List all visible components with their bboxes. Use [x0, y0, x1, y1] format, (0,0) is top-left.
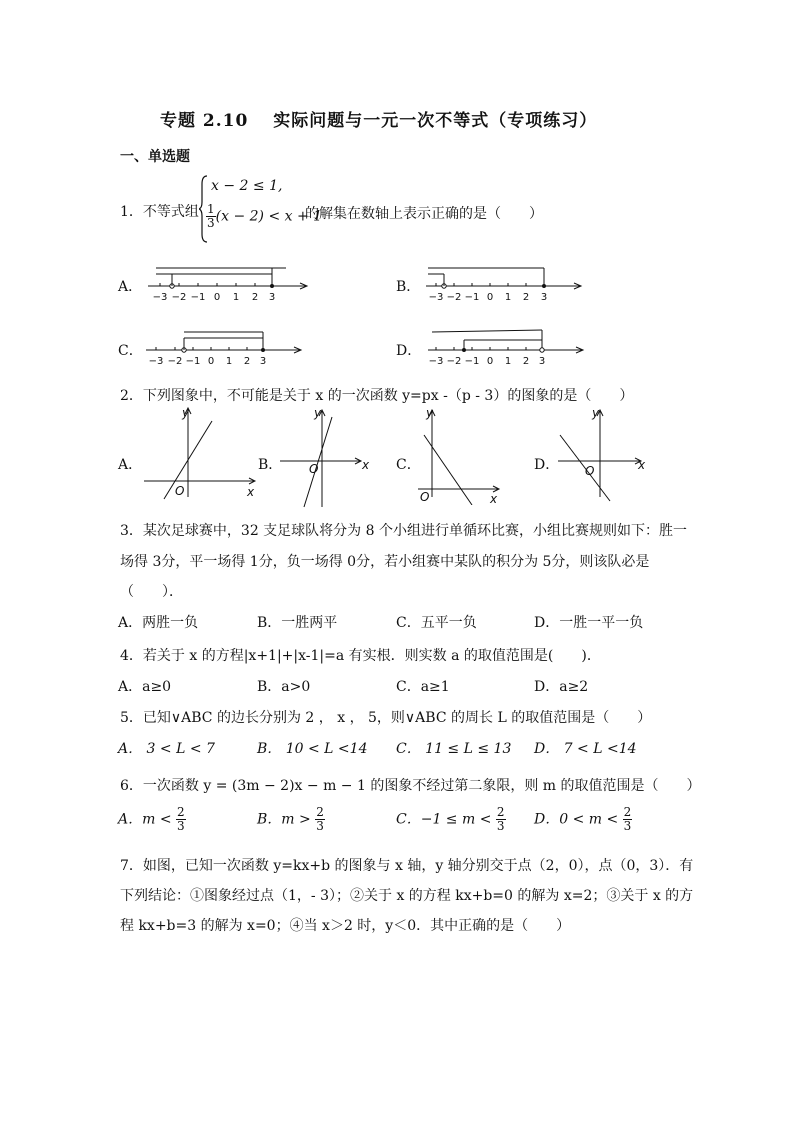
- q6-option-b: B．m > $\frac{2}{3}$: [257, 805, 324, 833]
- q3-option-c: C．五平一负: [396, 615, 477, 631]
- q4-option-a: A．a≥0: [118, 679, 172, 695]
- q2-graph-a: [140, 405, 265, 500]
- tick-label: 3: [538, 356, 546, 367]
- x-axis-label: x: [490, 492, 498, 505]
- q5-option-d: D． 7 < L <14: [534, 741, 637, 757]
- tick-label: −3: [148, 356, 164, 367]
- q1-numberline-c: [142, 328, 307, 370]
- q2-option-c-label: C．: [396, 457, 421, 473]
- q7-stem-line3: 程 kx+b=3 的解为 x=0；④当 x＞2 时，y＜0．其中正确的是（ ）: [120, 918, 571, 934]
- tick-label: −2: [167, 356, 183, 367]
- q3-option-a: A．两胜一负: [118, 615, 199, 631]
- q1-fraction: $\frac{1}{3}$: [207, 202, 215, 230]
- y-axis-label: y: [592, 406, 600, 420]
- origin-label: O: [420, 490, 430, 504]
- q6-option-c: C．−1 ≤ m < $\frac{2}{3}$: [396, 805, 505, 833]
- tick-label: 3: [540, 292, 548, 303]
- tick-label: 0: [213, 292, 221, 303]
- tick-label: −1: [185, 356, 201, 367]
- q3-option-d: D．一胜一平一负: [534, 615, 644, 631]
- tick-label: 1: [504, 292, 512, 303]
- tick-label: −1: [464, 356, 480, 367]
- q4-option-d: D．a≥2: [534, 679, 589, 695]
- y-axis-label: y: [426, 406, 434, 420]
- tick-label: 2: [251, 292, 259, 303]
- tick-label: −2: [446, 292, 462, 303]
- page-title: 专题 2.10 实际问题与一元一次不等式（专项练习）: [160, 111, 598, 131]
- q3-stem-line1: 3．某次足球赛中，32 支足球队将分为 8 个小组进行单循环比赛，小组比赛规则如下：胜一: [120, 523, 687, 539]
- q4-option-b: B．a>0: [257, 679, 311, 695]
- q2-graph-b: [278, 405, 373, 510]
- q4-stem: 4．若关于 x 的方程|x+1|+|x-1|=a 有实根．则实数 a 的取值范围是( )．: [120, 648, 601, 664]
- q2-graph-c: [414, 405, 509, 505]
- q1-option-c-label: C．: [118, 343, 143, 359]
- q1-numberline-d: [424, 326, 589, 370]
- q3-option-b: B．一胜两平: [257, 615, 338, 631]
- tick-label: 3: [268, 292, 276, 303]
- q2-option-d-label: D．: [534, 457, 560, 473]
- tick-label: 2: [522, 356, 530, 367]
- origin-label: O: [175, 484, 185, 498]
- tick-label: 2: [522, 292, 530, 303]
- tick-label: 0: [207, 356, 215, 367]
- q4-option-c: C．a≥1: [396, 679, 450, 695]
- tick-label: 1: [504, 356, 512, 367]
- origin-label: O: [309, 462, 319, 476]
- q1-option-b-label: B．: [396, 279, 421, 295]
- tick-label: 1: [232, 292, 240, 303]
- tick-label: 0: [486, 292, 494, 303]
- q5-option-b: B． 10 < L <14: [257, 741, 368, 757]
- q2-option-b-label: B．: [258, 457, 283, 473]
- q5-stem: 5．已知∨ABC 的边长分别为 2 ， x ， 5，则∨ABC 的周长 L 的取值范围是（ ）: [120, 710, 652, 726]
- q1-numberline-b: [422, 264, 587, 304]
- q7-stem-line1: 7．如图，已知一次函数 y=kx+b 的图象与 x 轴，y 轴分别交于点（2，0），点（0，3）．有: [120, 858, 694, 874]
- tick-label: 1: [225, 356, 233, 367]
- q1-line1: x − 2 ≤ 1,: [211, 178, 283, 194]
- tick-label: 3: [259, 356, 267, 367]
- tick-label: 0: [486, 356, 494, 367]
- tick-label: −1: [464, 292, 480, 303]
- tick-label: −3: [152, 292, 168, 303]
- q5-option-a: A． 3 < L < 7: [118, 741, 215, 757]
- q2-stem: 2．下列图象中，不可能是关于 x 的一次函数 y=px -（p - 3）的图象的是（ ）: [120, 388, 634, 404]
- q1-prefix: 1．不等式组: [120, 204, 199, 220]
- q6-option-a: A．m < $\frac{2}{3}$: [118, 805, 185, 833]
- q7-stem-line2: 下列结论：①图象经过点（1，- 3）；②关于 x 的方程 kx+b=0 的解为 x=2；③关于 x 的方: [120, 888, 694, 904]
- tick-label: −3: [428, 356, 444, 367]
- q1-option-a-label: A．: [118, 279, 143, 295]
- q1-option-d-label: D．: [396, 343, 422, 359]
- q6-option-d: D．0 < m < $\frac{2}{3}$: [534, 805, 632, 833]
- q1-line2: $\frac{1}{3}$ (x − 2) < x + 1: [207, 202, 323, 230]
- x-axis-label: x: [638, 458, 646, 472]
- q3-stem-line3: （ ）．: [120, 584, 183, 600]
- q5-option-c: C． 11 ≤ L ≤ 13: [396, 741, 512, 757]
- q1-suffix: 的解集在数轴上表示正确的是（ ）: [305, 206, 543, 222]
- x-axis-label: x: [247, 485, 255, 499]
- origin-label: O: [585, 464, 595, 478]
- x-axis-label: x: [362, 458, 370, 472]
- y-axis-label: y: [314, 406, 322, 420]
- y-axis-label: y: [182, 406, 190, 420]
- tick-label: −3: [428, 292, 444, 303]
- q3-stem-line2: 场得 3分，平一场得 1分，负一场得 0分，若小组赛中某队的积分为 5分，则该队必是: [120, 554, 650, 570]
- q2-graph-d: [552, 405, 652, 505]
- tick-label: −2: [446, 356, 462, 367]
- q1-numberline-a: [148, 264, 313, 304]
- tick-label: 2: [243, 356, 251, 367]
- section-heading: 一、单选题: [120, 149, 190, 165]
- tick-label: −2: [171, 292, 187, 303]
- q6-stem: 6．一次函数 y = (3m − 2)x − m − 1 的图象不经过第二象限，则 m 的取值范围是（ ）: [120, 778, 701, 794]
- tick-label: −1: [190, 292, 206, 303]
- q2-option-a-label: A．: [118, 457, 143, 473]
